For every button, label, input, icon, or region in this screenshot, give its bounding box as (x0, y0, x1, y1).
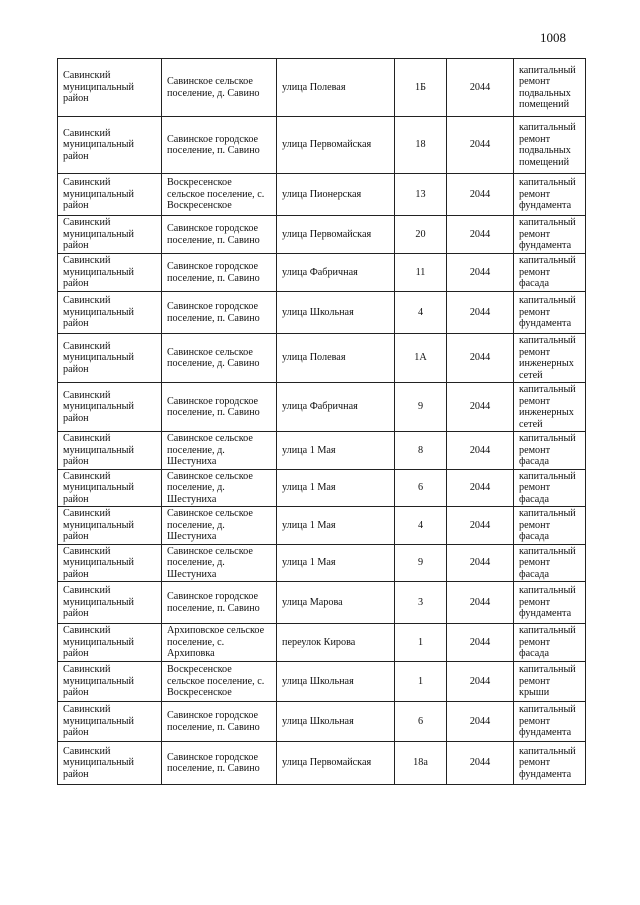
settlement-cell: Савинское сельское поселение, д. Шестуниха (162, 432, 277, 470)
area-cell: Савинский муниципальный район (58, 702, 162, 742)
table-row (58, 582, 586, 624)
house-number-cell: 1 (395, 662, 447, 702)
street-cell: улица Школьная (277, 662, 395, 702)
street-cell: улица Фабричная (277, 254, 395, 292)
street-cell: улица Школьная (277, 292, 395, 334)
area-cell: Савинский муниципальный район (58, 624, 162, 662)
house-number-cell: 9 (395, 383, 447, 432)
street-cell: улица Фабричная (277, 383, 395, 432)
table-row (58, 383, 586, 432)
year-cell: 2044 (447, 254, 514, 292)
settlement-cell: Савинское городское поселение, п. Савино (162, 582, 277, 624)
year-cell: 2044 (447, 582, 514, 624)
settlement-cell: Савинское городское поселение, п. Савино (162, 292, 277, 334)
house-number-cell: 9 (395, 544, 447, 582)
table-row (58, 432, 586, 470)
year-cell: 2044 (447, 432, 514, 470)
settlement-cell: Воскресенское сельское поселение, с. Воскресенское (162, 662, 277, 702)
table-row (58, 624, 586, 662)
street-cell: улица Марова (277, 582, 395, 624)
year-cell: 2044 (447, 507, 514, 545)
street-cell: улица 1 Мая (277, 544, 395, 582)
work-type-cell: капитальный ремонт фасада (514, 507, 586, 545)
work-type-cell: капитальный ремонт подвальных помещений (514, 59, 586, 117)
area-cell: Савинский муниципальный район (58, 334, 162, 383)
table-row (58, 662, 586, 702)
house-number-cell: 4 (395, 507, 447, 545)
area-cell: Савинский муниципальный район (58, 117, 162, 174)
house-number-cell: 11 (395, 254, 447, 292)
work-type-cell: капитальный ремонт фасада (514, 624, 586, 662)
work-type-cell: капитальный ремонт подвальных помещений (514, 117, 586, 174)
table-body (58, 59, 586, 785)
table-row (58, 117, 586, 174)
area-cell: Савинский муниципальный район (58, 582, 162, 624)
work-type-cell: капитальный ремонт фасада (514, 469, 586, 507)
street-cell: улица Школьная (277, 702, 395, 742)
settlement-cell: Савинское сельское поселение, д. Савино (162, 334, 277, 383)
work-type-cell: капитальный ремонт фундамента (514, 292, 586, 334)
work-type-cell: капитальный ремонт фундамента (514, 702, 586, 742)
work-type-cell: капитальный ремонт инженерных сетей (514, 334, 586, 383)
year-cell: 2044 (447, 216, 514, 254)
settlement-cell: Савинское сельское поселение, д. Шестуниха (162, 507, 277, 545)
year-cell: 2044 (447, 59, 514, 117)
year-cell: 2044 (447, 742, 514, 785)
area-cell: Савинский муниципальный район (58, 469, 162, 507)
area-cell: Савинский муниципальный район (58, 292, 162, 334)
street-cell: улица 1 Мая (277, 507, 395, 545)
year-cell: 2044 (447, 469, 514, 507)
settlement-cell: Воскресенское сельское поселение, с. Воскресенское (162, 174, 277, 216)
house-number-cell: 6 (395, 702, 447, 742)
settlement-cell: Савинское городское поселение, п. Савино (162, 383, 277, 432)
house-number-cell: 4 (395, 292, 447, 334)
table-row (58, 702, 586, 742)
area-cell: Савинский муниципальный район (58, 216, 162, 254)
house-number-cell: 18а (395, 742, 447, 785)
street-cell: улица Первомайская (277, 216, 395, 254)
street-cell: улица Полевая (277, 334, 395, 383)
settlement-cell: Савинское городское поселение, п. Савино (162, 254, 277, 292)
year-cell: 2044 (447, 334, 514, 383)
work-type-cell: капитальный ремонт крыши (514, 662, 586, 702)
table-row (58, 292, 586, 334)
work-type-cell: капитальный ремонт фасада (514, 432, 586, 470)
house-number-cell: 6 (395, 469, 447, 507)
house-number-cell: 13 (395, 174, 447, 216)
house-number-cell: 1Б (395, 59, 447, 117)
street-cell: улица Первомайская (277, 117, 395, 174)
work-type-cell: капитальный ремонт фундамента (514, 582, 586, 624)
work-type-cell: капитальный ремонт фундамента (514, 742, 586, 785)
area-cell: Савинский муниципальный район (58, 432, 162, 470)
table-row (58, 469, 586, 507)
area-cell: Савинский муниципальный район (58, 383, 162, 432)
street-cell: улица 1 Мая (277, 469, 395, 507)
settlement-cell: Савинское городское поселение, п. Савино (162, 216, 277, 254)
year-cell: 2044 (447, 174, 514, 216)
area-cell: Савинский муниципальный район (58, 507, 162, 545)
area-cell: Савинский муниципальный район (58, 662, 162, 702)
work-type-cell: капитальный ремонт фасада (514, 544, 586, 582)
year-cell: 2044 (447, 544, 514, 582)
table-row (58, 254, 586, 292)
area-cell: Савинский муниципальный район (58, 544, 162, 582)
work-type-cell: капитальный ремонт фундамента (514, 216, 586, 254)
table-row (58, 59, 586, 117)
settlement-cell: Савинское сельское поселение, д. Савино (162, 59, 277, 117)
street-cell: улица 1 Мая (277, 432, 395, 470)
street-cell: улица Полевая (277, 59, 395, 117)
house-number-cell: 1 (395, 624, 447, 662)
year-cell: 2044 (447, 624, 514, 662)
table-row (58, 742, 586, 785)
table-row (58, 216, 586, 254)
area-cell: Савинский муниципальный район (58, 174, 162, 216)
settlement-cell: Савинское городское поселение, п. Савино (162, 742, 277, 785)
work-type-cell: капитальный ремонт фундамента (514, 174, 586, 216)
year-cell: 2044 (447, 383, 514, 432)
year-cell: 2044 (447, 662, 514, 702)
settlement-cell: Савинское городское поселение, п. Савино (162, 702, 277, 742)
house-number-cell: 8 (395, 432, 447, 470)
area-cell: Савинский муниципальный район (58, 742, 162, 785)
house-number-cell: 20 (395, 216, 447, 254)
house-number-cell: 3 (395, 582, 447, 624)
house-number-cell: 1А (395, 334, 447, 383)
year-cell: 2044 (447, 702, 514, 742)
street-cell: улица Первомайская (277, 742, 395, 785)
area-cell: Савинский муниципальный район (58, 254, 162, 292)
area-cell: Савинский муниципальный район (58, 59, 162, 117)
year-cell: 2044 (447, 292, 514, 334)
work-type-cell: капитальный ремонт инженерных сетей (514, 383, 586, 432)
table-row (58, 544, 586, 582)
page-number: 1008 (540, 30, 566, 45)
table-row (58, 174, 586, 216)
settlement-cell: Савинское сельское поселение, д. Шестуниха (162, 544, 277, 582)
settlement-cell: Савинское городское поселение, п. Савино (162, 117, 277, 174)
house-number-cell: 18 (395, 117, 447, 174)
year-cell: 2044 (447, 117, 514, 174)
repair-schedule-table (57, 58, 586, 785)
table-row (58, 507, 586, 545)
settlement-cell: Архиповское сельское поселение, с. Архиповка (162, 624, 277, 662)
table-row (58, 334, 586, 383)
settlement-cell: Савинское сельское поселение, д. Шестуниха (162, 469, 277, 507)
street-cell: переулок Кирова (277, 624, 395, 662)
street-cell: улица Пионерская (277, 174, 395, 216)
work-type-cell: капитальный ремонт фасада (514, 254, 586, 292)
